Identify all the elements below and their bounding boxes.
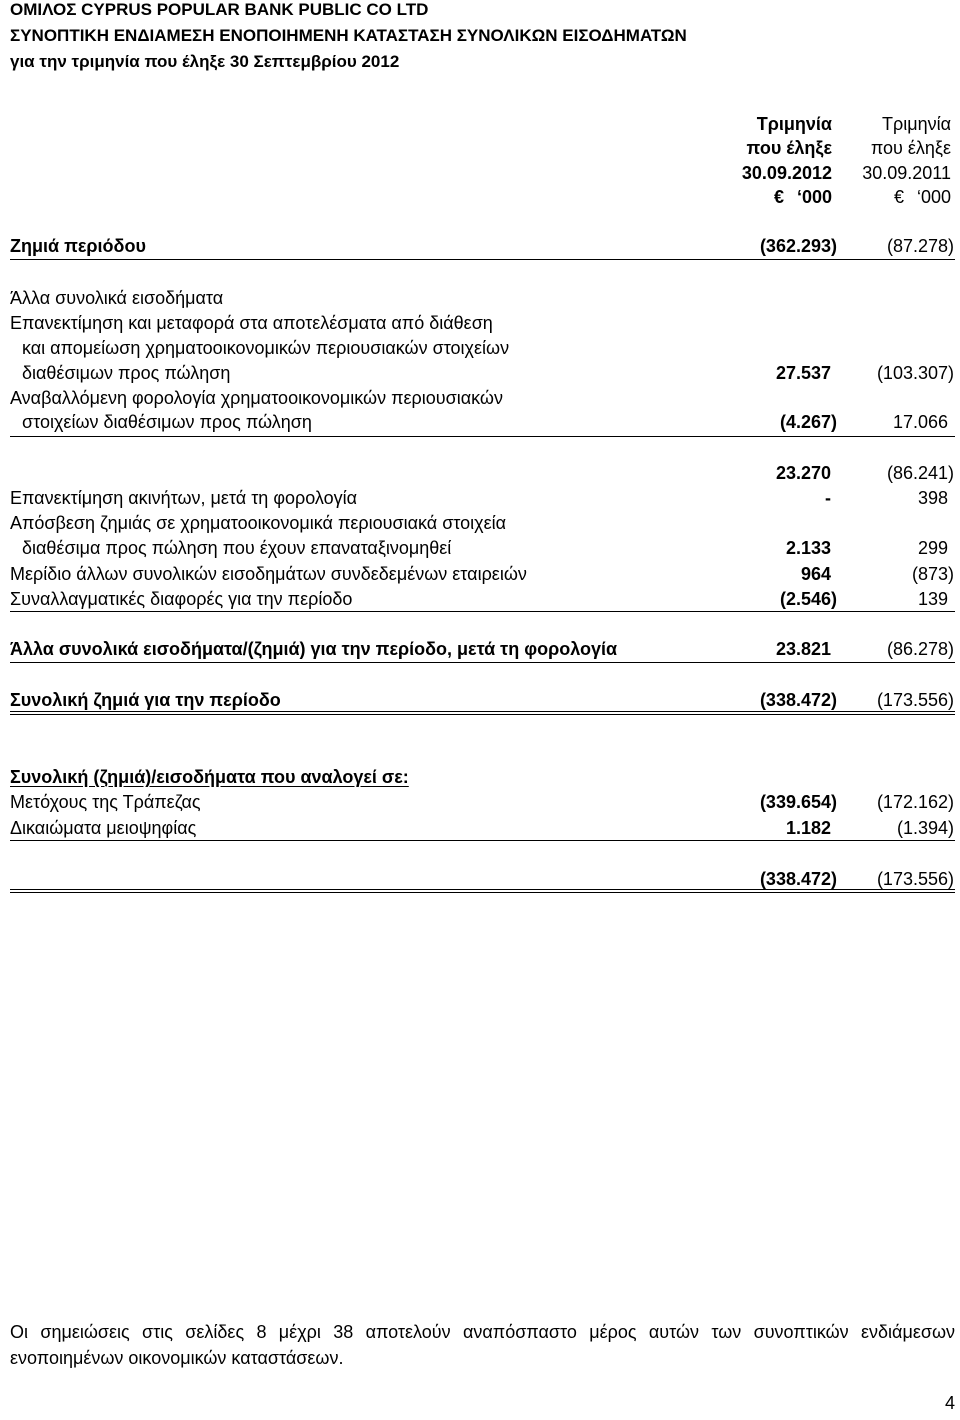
row-label: Μερίδιο άλλων συνολικών εισοδημάτων συνδεδεμένων εταιρειών: [10, 564, 527, 584]
deferred-tax-row: [10, 410, 955, 435]
row-label: διαθέσιμα προς πώληση που έχουν επαναταξινομηθεί: [22, 538, 452, 558]
prior-period-value: (173.556): [876, 690, 954, 710]
row-label: Μετόχους της Τράπεζας: [10, 792, 201, 812]
row-divider: [10, 436, 955, 437]
row-label: Αναβαλλόμενη φορολογία χρηματοοικονομικών περιουσιακών: [10, 388, 503, 408]
statement-title: ΣΥΝΟΠΤΙΚΗ ΕΝΔΙΑΜΕΣΗ ΕΝΟΠΟΙΗΜΕΝΗ ΚΑΤΑΣΤΑΣΗ ΣΥΝΟΛΙΚΩΝ ΕΙΣΟΔΗΜΑΤΩΝ: [10, 26, 687, 45]
row-divider: [10, 840, 955, 841]
current-period-value: 23.821: [775, 639, 831, 659]
row-label: Συναλλαγματικές διαφορές για την περίοδο: [10, 589, 353, 609]
prior-period-value: (873): [911, 564, 954, 584]
current-period-value: 964: [800, 564, 831, 584]
owners-of-bank-row: [10, 790, 955, 815]
page-number: 4: [944, 1393, 955, 1413]
property-revaluation-row: [10, 486, 955, 511]
row-label: Επανεκτίμηση ακινήτων, μετά τη φορολογία: [10, 488, 358, 508]
row-label: Ζημιά περιόδου: [10, 236, 146, 256]
double-rule: [10, 889, 955, 893]
loss-for-period-row: [10, 234, 955, 259]
euro-icon: €: [773, 186, 784, 207]
column-header-line1: Τριμηνία: [756, 114, 832, 134]
current-period-value: (362.293): [759, 236, 837, 256]
column-header-current: [700, 112, 832, 209]
row-label: και απομείωση χρηματοοικονομικών περιουσιακών στοιχείων: [22, 338, 510, 358]
current-period-value: (4.267): [779, 412, 837, 432]
column-header-date: 30.09.2011: [862, 162, 951, 183]
double-rule: [10, 711, 955, 715]
row-label: στοιχείων διαθέσιμων προς πώληση: [22, 412, 312, 432]
current-period-value: (338.472): [759, 869, 837, 889]
column-header-unit: ‘000: [796, 186, 832, 207]
current-period-value: (2.546): [779, 589, 837, 609]
afs-revaluation-row-line1: [10, 311, 955, 336]
row-label: Απόσβεση ζημιάς σε χρηματοοικονομικά περιουσιακά στοιχεία: [10, 513, 507, 533]
current-period-value: 1.182: [785, 818, 831, 838]
row-divider: [10, 662, 955, 663]
prior-period-value: 398: [917, 488, 948, 508]
row-label: Συνολική (ζημιά)/εισοδήματα που αναλογεί σε:: [10, 767, 409, 787]
afs-impairment-row-line1: [10, 511, 955, 536]
row-label: Άλλα συνολικά εισοδήματα: [10, 288, 224, 308]
total-comprehensive-loss-row: [10, 688, 955, 713]
prior-period-value: (86.241): [886, 463, 954, 483]
fx-differences-row: [10, 587, 955, 612]
associates-share-row: [10, 562, 955, 587]
column-header-currency: [700, 185, 832, 209]
current-period-value: 2.133: [785, 538, 831, 558]
afs-subtotal-row: [10, 461, 955, 486]
column-header-line2: που έληξε: [746, 138, 832, 159]
column-header-prior: [820, 112, 951, 209]
row-label: Συνολική ζημιά για την περίοδο: [10, 690, 281, 710]
notes-reference: [10, 1319, 955, 1371]
deferred-tax-row-line1: [10, 386, 955, 411]
row-divider: [10, 611, 955, 612]
current-period-value: -: [825, 488, 831, 508]
prior-period-value: 139: [917, 589, 948, 609]
column-header-currency: [820, 185, 951, 209]
other-comprehensive-income-total-row: [10, 637, 955, 662]
row-divider: [10, 259, 955, 260]
prior-period-value: (172.162): [876, 792, 954, 812]
afs-revaluation-row: [10, 361, 955, 386]
notes-reference-line1: Οι σημειώσεις στις σελίδες 8 μέχρι 38 αποτελούν αναπόσπαστο μέρος αυτών των συνοπτικών ενδιάμεσων: [10, 1322, 955, 1342]
notes-reference-line2: ενοποιημένων οικονομικών καταστάσεων.: [10, 1348, 344, 1368]
row-label: Δικαιώματα μειοψηφίας: [10, 818, 197, 838]
current-period-value: (339.654): [759, 792, 837, 812]
prior-period-value: (87.278): [886, 236, 954, 256]
prior-period-value: (1.394): [896, 818, 954, 838]
current-period-value: 23.270: [775, 463, 831, 483]
afs-revaluation-row-line2: [10, 336, 955, 361]
row-label: διαθέσιμων προς πώληση: [22, 363, 231, 383]
prior-period-value: (86.278): [886, 639, 954, 659]
statement-period: για την τριμηνία που έληξε 30 Σεπτεμβρίου 2012: [10, 52, 400, 71]
column-header-date: 30.09.2012: [741, 162, 832, 183]
column-header-unit: ‘000: [916, 186, 951, 207]
column-header-line1: Τριμηνία: [881, 114, 951, 134]
other-comprehensive-income-heading: [10, 286, 955, 311]
column-header-line2: που έληξε: [870, 138, 951, 159]
row-label: Επανεκτίμηση και μεταφορά στα αποτελέσματα από διάθεση: [10, 313, 493, 333]
row-label: Άλλα συνολικά εισοδήματα/(ζημιά) για την περίοδο, μετά τη φορολογία: [10, 639, 618, 659]
afs-impairment-row: [10, 536, 955, 561]
euro-icon: €: [893, 186, 904, 207]
non-controlling-interests-row: [10, 816, 955, 841]
prior-period-value: (103.307): [876, 363, 954, 383]
attributable-to-heading: [10, 765, 955, 790]
current-period-value: 27.537: [775, 363, 831, 383]
company-name: ΟΜΙΛΟΣ CYPRUS POPULAR BANK PUBLIC CO LTD: [10, 0, 429, 19]
current-period-value: (338.472): [759, 690, 837, 710]
prior-period-value: 17.066: [892, 412, 948, 432]
prior-period-value: 299: [917, 538, 948, 558]
prior-period-value: (173.556): [876, 869, 954, 889]
